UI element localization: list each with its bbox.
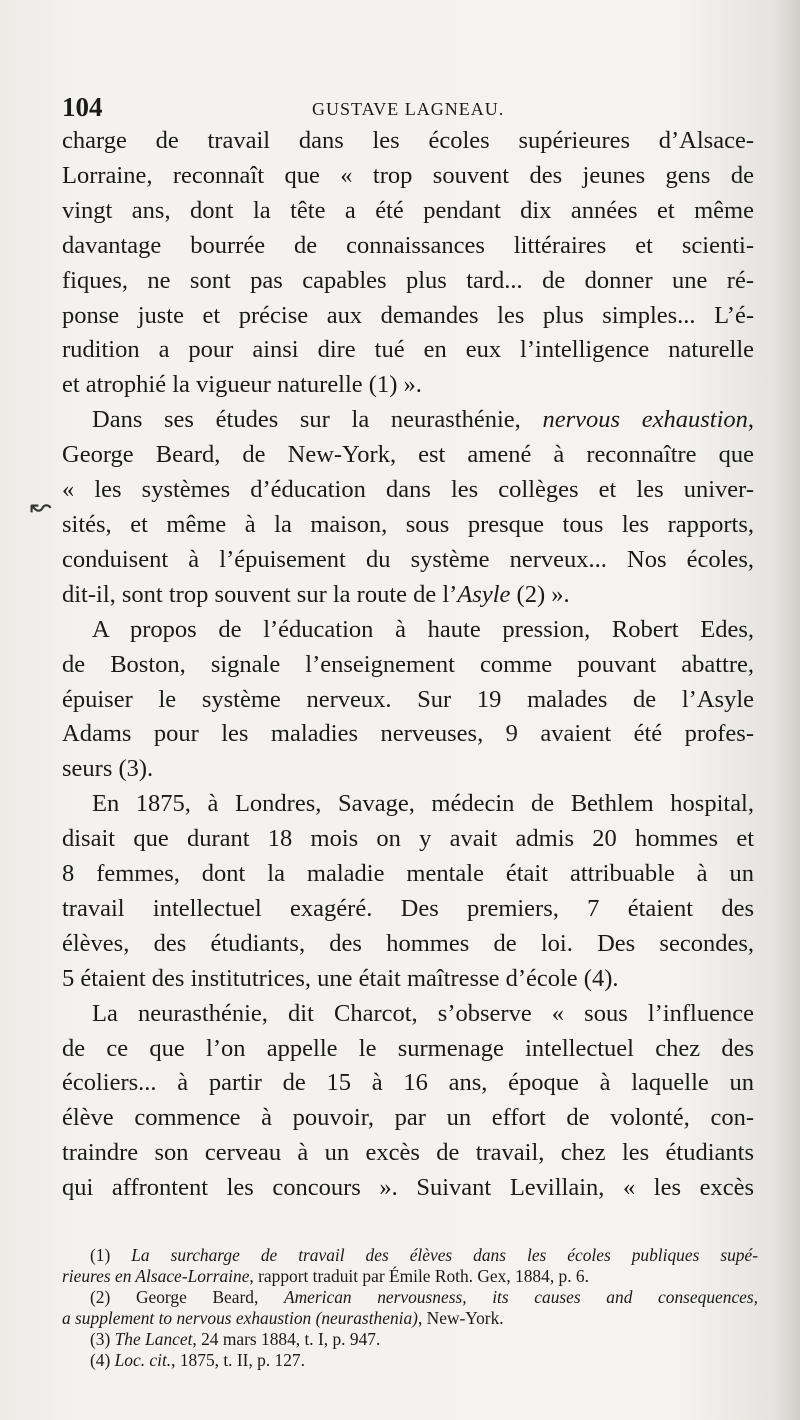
text-line: conduisent à l’épuisement du système nerveux... Nos écoles, <box>62 545 754 573</box>
footnote-italic: rieures en Alsace-Lorraine <box>62 1266 250 1286</box>
footnote-text: , rapport traduit par Émile Roth. Gex, 1884, p. 6. <box>249 1266 589 1286</box>
footnotes <box>62 1245 758 1371</box>
page-number: 104 <box>62 92 103 122</box>
text-line: élèves, des étudiants, des hommes de loi. Des secondes, <box>62 929 754 957</box>
paragraph <box>62 403 754 612</box>
paragraph <box>62 613 754 788</box>
body-text <box>62 124 754 1206</box>
footnote-text: , 1875, t. II, p. 127. <box>171 1350 305 1370</box>
text-segment: , <box>747 406 754 434</box>
footnote-italic: Loc. cit. <box>114 1350 172 1370</box>
text-line: vingt ans, dont la tête a été pendant dix années et même <box>62 196 754 224</box>
footnote-marker: (2) <box>90 1287 136 1307</box>
footnote-marker: (4) <box>90 1350 115 1370</box>
footnote-2-cont <box>62 1308 758 1329</box>
text-line: 5 étaient des institutrices, une était maîtresse d’école (4). <box>62 964 619 992</box>
text-segment: dit-il, sont trop souvent sur la route de l’ <box>62 580 458 608</box>
paragraph <box>62 787 754 996</box>
text-line: épuiser le système nerveux. Sur 19 malades de l’Asyle <box>62 685 754 713</box>
footnote-2 <box>62 1287 758 1308</box>
text-line: 8 femmes, dont la maladie mentale était attribuable à un <box>62 860 754 888</box>
footnote-1 <box>62 1245 758 1266</box>
text-line: sités, et même à la maison, sous presque tous les rapports, <box>62 510 754 538</box>
footnote-marker: (1) <box>90 1245 132 1265</box>
text-line: Lorraine, reconnaît que « trop souvent des jeunes gens de <box>62 161 754 189</box>
text-segment: Dans ses études sur la neurasthénie, <box>92 406 543 434</box>
footnote-marker: (3) <box>90 1329 115 1349</box>
text-line: « les systèmes d’éducation dans les collèges et les univer- <box>62 476 754 504</box>
handwritten-margin-mark: ↜ <box>30 492 52 522</box>
footnote-italic: American nervousness, its causes and consequences, <box>283 1287 758 1307</box>
footnote-italic: La surcharge de travail des élèves dans les écoles publiques supé- <box>131 1245 758 1265</box>
footnote-italic: a supplement to nervous exhaustion (neurasthenia) <box>62 1308 418 1328</box>
text-line: En 1875, à Londres, Savage, médecin de Bethlem hospital, <box>92 790 754 818</box>
footnote-text: , 24 mars 1884, t. I, p. 947. <box>192 1329 381 1349</box>
text-line: seurs (3). <box>62 755 154 783</box>
text-line: qui affrontent les concours ». Suivant Levillain, « les excès <box>62 1174 754 1202</box>
text-line: traindre son cerveau à un excès de travail, chez les étudiants <box>62 1139 754 1167</box>
text-line: George Beard, de New-York, est amené à reconnaître que <box>62 441 754 469</box>
footnote-3 <box>62 1329 758 1350</box>
text-line: La neurasthénie, dit Charcot, s’observe « sous l’influence <box>92 999 754 1027</box>
footnote-italic: The Lancet <box>114 1329 193 1349</box>
footnote-text: George Beard, <box>135 1287 284 1307</box>
text-line: rudition a pour ainsi dire tué en eux l’intelligence naturelle <box>62 336 754 364</box>
text-line: de Boston, signale l’enseignement comme pouvant abattre, <box>62 650 754 678</box>
text-line <box>62 578 754 613</box>
italic-term: Asyle <box>457 580 511 608</box>
text-line: travail intellectuel exagéré. Des premiers, 7 étaient des <box>62 894 754 922</box>
text-line: A propos de l’éducation à haute pression, Robert Edes, <box>92 615 754 643</box>
text-line: disait que durant 18 mois on y avait admis 20 hommes et <box>62 825 754 853</box>
footnote-4 <box>62 1350 758 1371</box>
running-head: GUSTAVE LAGNEAU. <box>312 99 505 119</box>
text-line: fiques, ne sont pas capables plus tard... de donner une ré- <box>62 266 754 294</box>
text-line: Adams pour les maladies nerveuses, 9 avaient été profes- <box>62 720 754 748</box>
text-line: ponse juste et précise aux demandes les plus simples... L’é- <box>62 301 754 329</box>
text-line: élève commence à pouvoir, par un effort de volonté, con- <box>62 1104 754 1132</box>
text-line <box>62 403 754 438</box>
text-line: davantage bourrée de connaissances littéraires et scienti- <box>62 231 754 259</box>
text-line: de ce que l’on appelle le surmenage intellectuel chez des <box>62 1034 754 1062</box>
text-segment: (2) ». <box>510 580 570 608</box>
text-line: charge de travail dans les écoles supérieures d’Alsace- <box>62 127 754 154</box>
text-line: et atrophié la vigueur naturelle (1) ». <box>62 371 422 399</box>
paragraph <box>62 124 754 403</box>
text-line: écoliers... à partir de 15 à 16 ans, époque à laquelle un <box>62 1069 754 1097</box>
footnote-text: , New-York. <box>417 1308 504 1328</box>
footnote-1-cont <box>62 1266 758 1287</box>
italic-term: nervous exhaustion <box>542 406 748 434</box>
paragraph <box>62 997 754 1206</box>
